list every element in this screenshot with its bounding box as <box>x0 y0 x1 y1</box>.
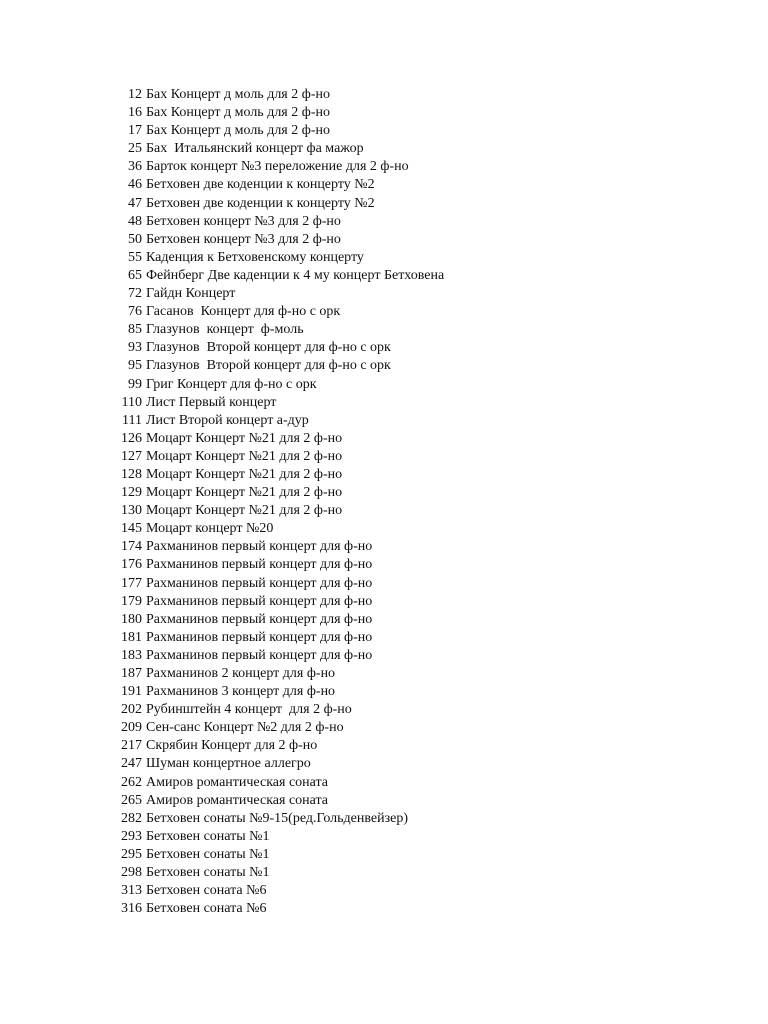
item-title: Барток концерт №3 переложение для 2 ф-но <box>146 159 409 175</box>
item-title: Глазунов концерт ф-моль <box>146 322 304 338</box>
list-item <box>104 394 444 412</box>
item-title: Бах Итальянский концерт фа мажор <box>146 141 364 157</box>
list-item <box>104 484 444 502</box>
list-item <box>104 249 444 267</box>
item-number: 76 <box>128 304 142 320</box>
item-title: Бетховен две коденции к концерту №2 <box>146 177 375 193</box>
list-item <box>104 412 444 430</box>
item-title: Бетховен соната №6 <box>146 883 267 899</box>
item-title: Сен-санс Концерт №2 для 2 ф-но <box>146 720 344 736</box>
item-title: Рубинштейн 4 концерт для 2 ф-но <box>146 702 352 718</box>
item-number: 282 <box>121 810 142 826</box>
item-number: 177 <box>121 575 142 591</box>
list-item <box>104 357 444 375</box>
item-number: 12 <box>128 87 142 102</box>
item-number: 181 <box>121 629 142 645</box>
list-item <box>104 339 444 357</box>
item-title: Бетховен сонаты №1 <box>146 846 270 862</box>
list-item <box>104 593 444 611</box>
item-number: 36 <box>128 159 142 175</box>
list-item <box>104 538 444 556</box>
item-number: 174 <box>121 539 142 555</box>
item-number: 126 <box>121 430 142 446</box>
item-title: Шуман концертное аллегро <box>146 756 311 772</box>
item-number: 313 <box>121 883 142 899</box>
item-number: 93 <box>128 340 142 356</box>
item-title: Каденция к Бетховенскому концерту <box>146 249 364 265</box>
item-title: Бах Концерт д моль для 2 ф-но <box>146 105 330 121</box>
list-item <box>104 213 444 231</box>
item-title: Бетховен концерт №3 для 2 ф-но <box>146 213 341 229</box>
item-number: 17 <box>128 123 142 139</box>
item-title: Бетховен две коденции к концерту №2 <box>146 195 375 211</box>
item-number: 316 <box>121 901 142 917</box>
item-title: Моцарт Концерт №21 для 2 ф-но <box>146 485 343 501</box>
item-number: 99 <box>128 376 142 392</box>
list-item <box>104 611 444 629</box>
item-title: Глазунов Второй концерт для ф-но с орк <box>146 340 391 356</box>
item-number: 47 <box>128 195 142 211</box>
item-number: 187 <box>121 666 142 681</box>
item-title: Лист Второй концерт а-дур <box>146 412 309 428</box>
item-title: Скрябин Концерт для 2 ф-но <box>146 738 318 754</box>
list-item <box>104 376 444 394</box>
item-title: Бетховен сонаты №1 <box>146 828 270 844</box>
item-number: 55 <box>128 249 142 265</box>
item-number: 111 <box>122 412 142 428</box>
item-title: Рахманинов 2 концерт для ф-но <box>146 666 336 681</box>
item-title: Бетховен сонаты №1 <box>146 865 270 881</box>
item-number: 209 <box>121 720 142 736</box>
item-number: 46 <box>128 177 142 193</box>
list-item <box>104 466 444 484</box>
item-number: 129 <box>121 485 142 501</box>
item-title: Фейнберг Две каденции к 4 му концерт Бетховена <box>146 267 445 283</box>
list-item <box>104 231 444 249</box>
item-number: 25 <box>128 141 142 157</box>
item-number: 95 <box>128 358 142 374</box>
item-title: Моцарт Концерт №21 для 2 ф-но <box>146 466 343 482</box>
list-item <box>104 828 444 846</box>
item-number: 217 <box>121 738 142 754</box>
item-number: 202 <box>121 702 142 718</box>
item-number: 298 <box>121 865 142 881</box>
list-item <box>104 810 444 828</box>
item-number: 183 <box>121 647 142 663</box>
item-title: Моцарт Концерт №21 для 2 ф-но <box>146 430 343 446</box>
list-item <box>104 502 444 520</box>
item-number: 247 <box>121 756 142 772</box>
item-title: Рахманинов первый концерт для ф-но <box>146 611 373 627</box>
list-item <box>104 176 444 194</box>
list-item <box>104 629 444 647</box>
list-item <box>104 737 444 755</box>
list-item <box>104 556 444 574</box>
list-item <box>104 448 444 466</box>
item-title: Лист Первый концерт <box>146 394 277 410</box>
item-title: Рахманинов 3 концерт для ф-но <box>146 684 336 700</box>
list-item <box>104 267 444 285</box>
list-item <box>104 104 444 122</box>
item-number: 48 <box>128 213 142 229</box>
item-title: Рахманинов первый концерт для ф-но <box>146 575 373 591</box>
list-item <box>104 665 444 683</box>
sheet-music-list <box>104 86 444 918</box>
list-item <box>104 122 444 140</box>
list-item <box>104 683 444 701</box>
item-number: 50 <box>128 231 142 247</box>
list-item <box>104 195 444 213</box>
list-item <box>104 900 444 918</box>
item-number: 65 <box>128 267 142 283</box>
item-title: Бетховен сонаты №9-15(ред.Гольденвейзер) <box>146 810 409 826</box>
item-number: 145 <box>121 521 142 537</box>
list-item <box>104 647 444 665</box>
item-number: 262 <box>121 774 142 790</box>
item-number: 72 <box>128 286 142 302</box>
item-title: Моцарт Концерт №21 для 2 ф-но <box>146 503 343 519</box>
item-number: 293 <box>121 828 142 844</box>
list-item <box>104 140 444 158</box>
list-item <box>104 86 444 104</box>
item-number: 128 <box>121 466 142 482</box>
item-title: Рахманинов первый концерт для ф-но <box>146 539 373 555</box>
list-item <box>104 701 444 719</box>
list-item <box>104 755 444 773</box>
list-item <box>104 774 444 792</box>
item-title: Гайдн Концерт <box>146 286 236 302</box>
item-title: Рахманинов первый концерт для ф-но <box>146 557 373 573</box>
item-title: Бах Концерт д моль для 2 ф-но <box>146 123 330 139</box>
list-item <box>104 575 444 593</box>
item-title: Рахманинов первый концерт для ф-но <box>146 647 373 663</box>
item-title: Моцарт Концерт №21 для 2 ф-но <box>146 448 343 464</box>
item-number: 176 <box>121 557 142 573</box>
item-number: 127 <box>121 448 142 464</box>
list-item <box>104 792 444 810</box>
list-item <box>104 520 444 538</box>
item-number: 295 <box>121 846 142 862</box>
item-number: 130 <box>121 503 142 519</box>
item-title: Бетховен концерт №3 для 2 ф-но <box>146 231 341 247</box>
list-item <box>104 285 444 303</box>
list-item <box>104 158 444 176</box>
item-title: Моцарт концерт №20 <box>146 521 274 537</box>
item-title: Рахманинов первый концерт для ф-но <box>146 593 373 609</box>
item-number: 110 <box>121 394 142 410</box>
item-title: Амиров романтическая соната <box>146 774 329 790</box>
item-title: Глазунов Второй концерт для ф-но с орк <box>146 358 391 374</box>
item-title: Амиров романтическая соната <box>146 792 329 808</box>
item-title: Рахманинов первый концерт для ф-но <box>146 629 373 645</box>
item-number: 191 <box>121 684 142 700</box>
list-item <box>104 864 444 882</box>
item-title: Гасанов Концерт для ф-но с орк <box>146 304 341 320</box>
item-title: Григ Концерт для ф-но с орк <box>146 376 317 392</box>
item-title: Бетховен соната №6 <box>146 901 267 917</box>
item-number: 179 <box>121 593 142 609</box>
item-number: 265 <box>121 792 142 808</box>
list-item <box>104 430 444 448</box>
list-item <box>104 882 444 900</box>
list-item <box>104 719 444 737</box>
item-title: Бах Концерт д моль для 2 ф-но <box>146 87 330 102</box>
item-number: 85 <box>128 322 142 338</box>
list-item <box>104 303 444 321</box>
item-number: 180 <box>121 611 142 627</box>
list-item <box>104 846 444 864</box>
list-item <box>104 321 444 339</box>
item-number: 16 <box>128 105 142 121</box>
